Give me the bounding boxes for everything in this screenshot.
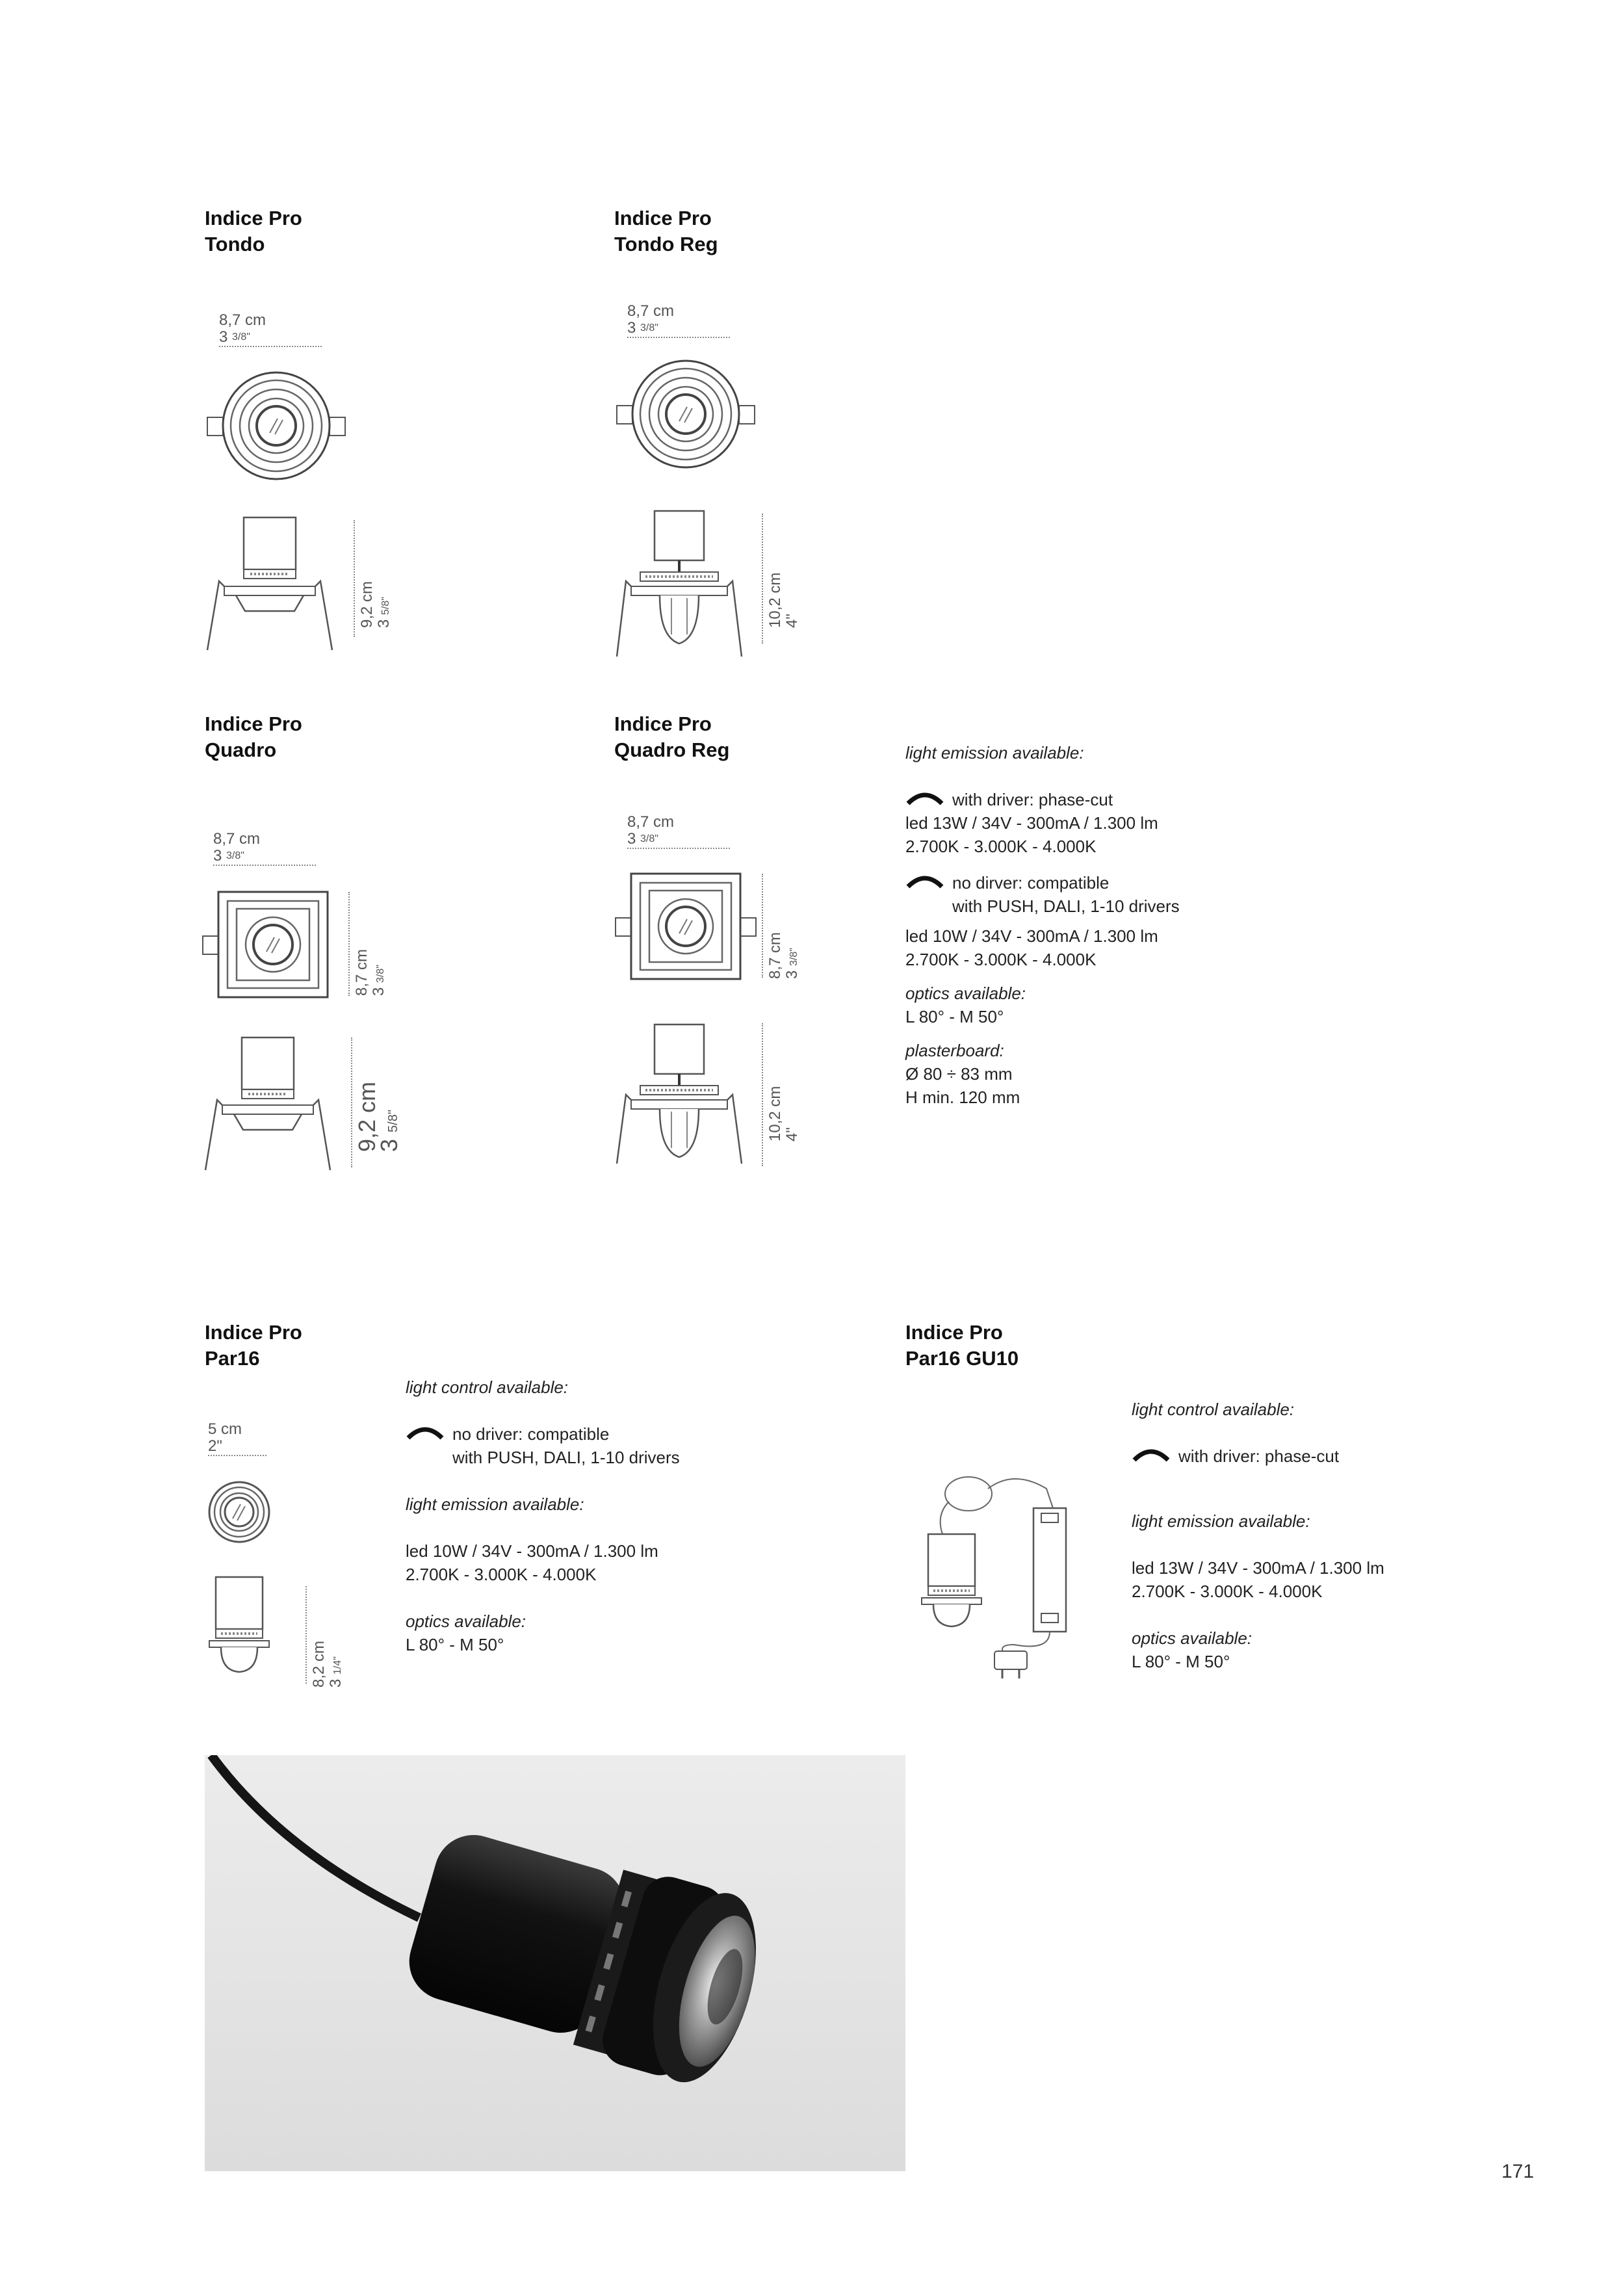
- dim-frac: 3/8": [375, 965, 386, 983]
- arc-icon: [905, 871, 944, 891]
- height-dimension: [767, 1086, 801, 1141]
- width-dimension: [219, 312, 322, 347]
- dim-cm: 8,7 cm: [219, 311, 266, 329]
- height-dimension: [311, 1641, 346, 1688]
- led-spec: led 10W / 34V - 300mA / 1.300 lm: [406, 1541, 658, 1561]
- dim-in: 3: [783, 970, 801, 979]
- quadro-top-view: [201, 889, 344, 1000]
- dim-cm: 8,7 cm: [627, 813, 675, 831]
- driver-text: with driver: phase-cut: [952, 790, 1113, 809]
- width-dimension: [627, 814, 730, 849]
- optics-label: optics available:: [406, 1611, 526, 1631]
- height-guide: [351, 1037, 352, 1168]
- title-line: Indice Pro: [205, 712, 302, 735]
- dim-frac: 3/8": [788, 948, 799, 966]
- optics-value: L 80° - M 50°: [406, 1635, 504, 1654]
- height-guide: [305, 1586, 307, 1684]
- cct-spec: 2.700K - 3.000K - 4.000K: [1132, 1582, 1323, 1601]
- emission-label: light emission available:: [905, 743, 1084, 763]
- dim-frac: 3/8": [232, 332, 250, 343]
- optics-value: L 80° - M 50°: [1132, 1652, 1230, 1671]
- driver-compatible: [905, 871, 1295, 918]
- control-label: light control available:: [406, 1377, 569, 1397]
- dim-in: 3: [213, 847, 222, 865]
- dim-cm: 8,2 cm: [310, 1640, 328, 1688]
- driver-phase-cut: [1132, 1444, 1496, 1468]
- dim-cm: 5 cm: [208, 1420, 242, 1438]
- optics-label: optics available:: [905, 984, 1026, 1003]
- quadro-reg-top-view: [614, 871, 757, 982]
- dim-frac: 3/8": [226, 850, 244, 861]
- dim-in: 3: [376, 1138, 402, 1152]
- width-dimension: [208, 1421, 266, 1456]
- arc-icon: [1132, 1444, 1171, 1464]
- dim-cm: 9,2 cm: [354, 1081, 380, 1152]
- dim-in: 3: [627, 830, 636, 848]
- product-title-quadro: [205, 711, 302, 763]
- dim-cm: 8,7 cm: [627, 302, 675, 320]
- plasterboard-value: Ø 80 ÷ 83 mm: [905, 1064, 1013, 1084]
- page-number: 171: [1501, 2161, 1535, 2182]
- width-dimension: [627, 303, 730, 338]
- dim-cm: 10,2 cm: [766, 1086, 784, 1141]
- optics-value: L 80° - M 50°: [905, 1007, 1004, 1026]
- tondo-side-view: [205, 514, 335, 670]
- arc-icon: [406, 1422, 445, 1442]
- product-title-tondo: [205, 205, 302, 257]
- title-line: Tondo: [205, 233, 265, 255]
- led-spec: led 10W / 34V - 300mA / 1.300 lm: [905, 926, 1158, 946]
- dim-frac: 3/8": [640, 322, 658, 333]
- cct-spec: 2.700K - 3.000K - 4.000K: [905, 837, 1097, 856]
- title-line: Indice Pro: [205, 207, 302, 229]
- par16-gu10-drawing: [916, 1463, 1092, 1684]
- dim-in: 3: [219, 328, 228, 346]
- title-line: Indice Pro: [614, 207, 712, 229]
- product-photo: [205, 1755, 905, 2171]
- tondo-reg-side-view: [614, 507, 744, 676]
- side-dimension: [354, 949, 389, 996]
- luminaire-photo: [205, 1755, 905, 2171]
- width-dimension: [213, 831, 316, 866]
- driver-text: with driver: phase-cut: [1178, 1446, 1340, 1466]
- quadro-side-view: [203, 1034, 333, 1180]
- side-guide: [762, 874, 763, 978]
- cct-spec: 2.700K - 3.000K - 4.000K: [905, 950, 1097, 969]
- driver-text: with PUSH, DALI, 1-10 drivers: [952, 896, 1180, 916]
- plasterboard-value: H min. 120 mm: [905, 1088, 1020, 1107]
- title-line: Indice Pro: [614, 712, 712, 735]
- height-dimension: [359, 581, 395, 628]
- side-dimension: [767, 932, 803, 979]
- par16-gu10-specs: [1132, 1398, 1496, 1673]
- dim-cm: 8,7 cm: [766, 932, 784, 979]
- par16-top-view: [207, 1480, 272, 1545]
- title-line: Indice Pro: [905, 1321, 1003, 1344]
- dim-in: 4": [783, 614, 801, 628]
- side-guide: [348, 892, 350, 996]
- dim-cm: 8,7 cm: [353, 948, 370, 996]
- height-guide: [354, 520, 355, 637]
- dim-in: 3: [327, 1678, 344, 1688]
- title-line: Tondo Reg: [614, 233, 718, 255]
- driver-text: no dirver: compatible: [952, 873, 1110, 893]
- product-title-tondo-reg: [614, 205, 718, 257]
- driver-text: with PUSH, DALI, 1-10 drivers: [452, 1448, 680, 1467]
- dim-in: 3: [375, 619, 393, 628]
- arc-icon: [905, 788, 944, 807]
- dim-cm: 9,2 cm: [358, 581, 376, 628]
- cct-spec: 2.700K - 3.000K - 4.000K: [406, 1565, 597, 1584]
- dim-frac: 5/8": [380, 597, 391, 615]
- product-title-par16: [205, 1320, 302, 1372]
- product-title-quadro-reg: [614, 711, 729, 763]
- dim-frac: 1/4": [332, 1656, 343, 1675]
- main-specs: [905, 741, 1295, 1109]
- height-dimension: [356, 1082, 404, 1152]
- height-dimension: [767, 573, 801, 628]
- driver-compatible: [406, 1422, 770, 1469]
- dim-in: 2": [208, 1438, 266, 1456]
- led-spec: led 13W / 34V - 300mA / 1.300 lm: [905, 813, 1158, 833]
- dim-cm: 10,2 cm: [766, 572, 784, 628]
- dim-cm: 8,7 cm: [213, 830, 261, 848]
- dim-in: 4": [783, 1127, 801, 1141]
- dim-in: 3: [370, 987, 387, 996]
- emission-label: light emission available:: [1132, 1511, 1310, 1531]
- optics-label: optics available:: [1132, 1628, 1252, 1648]
- title-line: Quadro Reg: [614, 738, 730, 761]
- product-title-par16-gu10: [905, 1320, 1019, 1372]
- title-line: Indice Pro: [205, 1321, 302, 1344]
- led-spec: led 13W / 34V - 300mA / 1.300 lm: [1132, 1558, 1384, 1578]
- title-line: Par16: [205, 1347, 260, 1370]
- control-label: light control available:: [1132, 1400, 1295, 1419]
- dim-in: 3: [627, 319, 636, 337]
- par16-specs: [406, 1376, 770, 1656]
- driver-text: no driver: compatible: [452, 1424, 610, 1444]
- dim-frac: 3/8": [640, 833, 658, 844]
- tondo-reg-top-view: [614, 359, 757, 469]
- title-line: Quadro: [205, 738, 277, 761]
- height-guide: [762, 1023, 763, 1166]
- tondo-top-view: [205, 371, 348, 481]
- driver-phase-cut: [905, 788, 1295, 811]
- emission-label: light emission available:: [406, 1494, 584, 1514]
- plasterboard-label: plasterboard:: [905, 1041, 1004, 1060]
- title-line: Par16 GU10: [905, 1347, 1019, 1370]
- height-guide: [762, 514, 763, 644]
- quadro-reg-side-view: [614, 1021, 744, 1190]
- par16-side-view: [207, 1573, 272, 1684]
- dim-frac: 5/8": [386, 1110, 400, 1132]
